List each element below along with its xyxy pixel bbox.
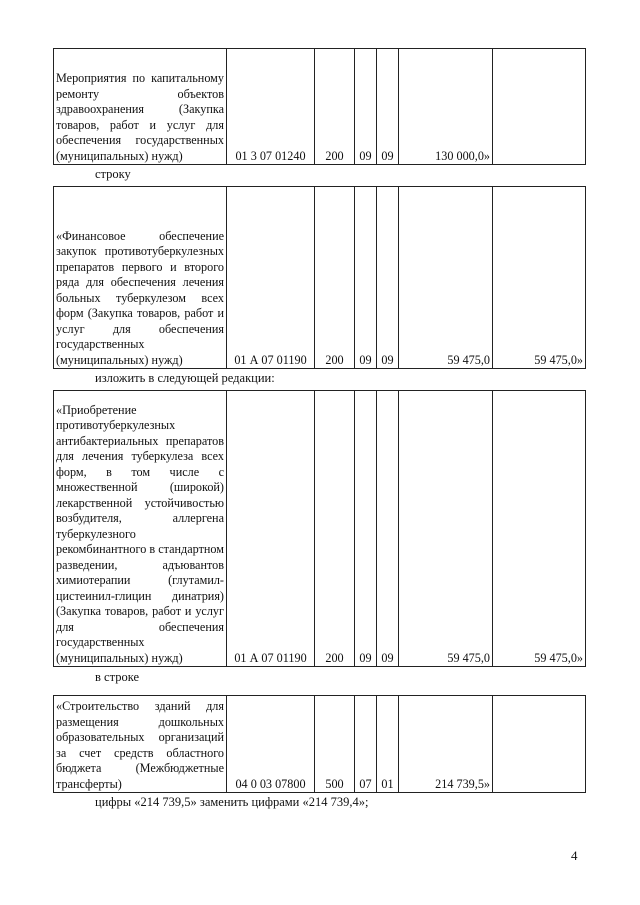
target-article-code: 01 3 07 01240	[227, 49, 315, 165]
amount-year-1: 214 739,5»	[399, 696, 493, 793]
target-article-code: 01 А 07 01190	[227, 187, 315, 369]
expense-type-code: 200	[315, 391, 355, 667]
instruction-line-2: изложить в следующей редакции:	[95, 371, 275, 385]
section-code: 09	[355, 187, 377, 369]
amount-year-2: 59 475,0»	[493, 391, 586, 667]
instruction-line-1: строку	[95, 167, 131, 181]
amount-year-1: 59 475,0	[399, 391, 493, 667]
instruction-line-4: цифры «214 739,5» заменить цифрами «214 739,4»;	[95, 795, 369, 809]
subsection-code: 09	[377, 391, 399, 667]
target-article-code: 01 А 07 01190	[227, 391, 315, 667]
budget-table-2	[53, 186, 586, 369]
expense-type-code: 500	[315, 696, 355, 793]
target-article-code: 04 0 03 07800	[227, 696, 315, 793]
subsection-code: 09	[377, 187, 399, 369]
section-code: 09	[355, 49, 377, 165]
row-description: «Финансовое обеспечение закупок противотуберкулезных препаратов первого и второго ряда для обеспечения лечения больных туберкулезом всех форм (Закупка товаров, работ и услуг для обеспечения государственных (муниципальных) нужд)	[54, 187, 227, 369]
budget-table-3	[53, 390, 586, 667]
section-code: 09	[355, 391, 377, 667]
subsection-code: 09	[377, 49, 399, 165]
section-code: 07	[355, 696, 377, 793]
amount-year-2	[493, 49, 586, 165]
amount-year-2: 59 475,0»	[493, 187, 586, 369]
expense-type-code: 200	[315, 49, 355, 165]
amount-year-1: 59 475,0	[399, 187, 493, 369]
instruction-line-3: в строке	[95, 670, 140, 684]
page-number: 4	[571, 848, 578, 863]
expense-type-code: 200	[315, 187, 355, 369]
row-description: «Приобретение противотуберкулезных антибактериальных препаратов для лечения туберкулеза всех форм, в том числе с множественной (широкой) лекарственной устойчивостью возбудителя, аллергена туберкулезного рекомбинантного в стандартном разведении, адъювантов химиотерапии (глутамил-цистеинил-глицин динатрия) (Закупка товаров, работ и услуг для обеспечения государственных (муниципальных) нужд)	[54, 391, 227, 667]
subsection-code: 01	[377, 696, 399, 793]
row-description: «Строительство зданий для размещения дошкольных образовательных организаций за счет средств областного бюджета (Межбюджетные трансферты)	[54, 696, 227, 793]
row-description: Мероприятия по капитальному ремонту объектов здравоохранения (Закупка товаров, работ и услуг для обеспечения государственных (муниципальных) нужд)	[54, 49, 227, 165]
amount-year-1: 130 000,0»	[399, 49, 493, 165]
budget-table-4	[53, 695, 586, 793]
budget-table-1	[53, 48, 586, 165]
amount-year-2	[493, 696, 586, 793]
